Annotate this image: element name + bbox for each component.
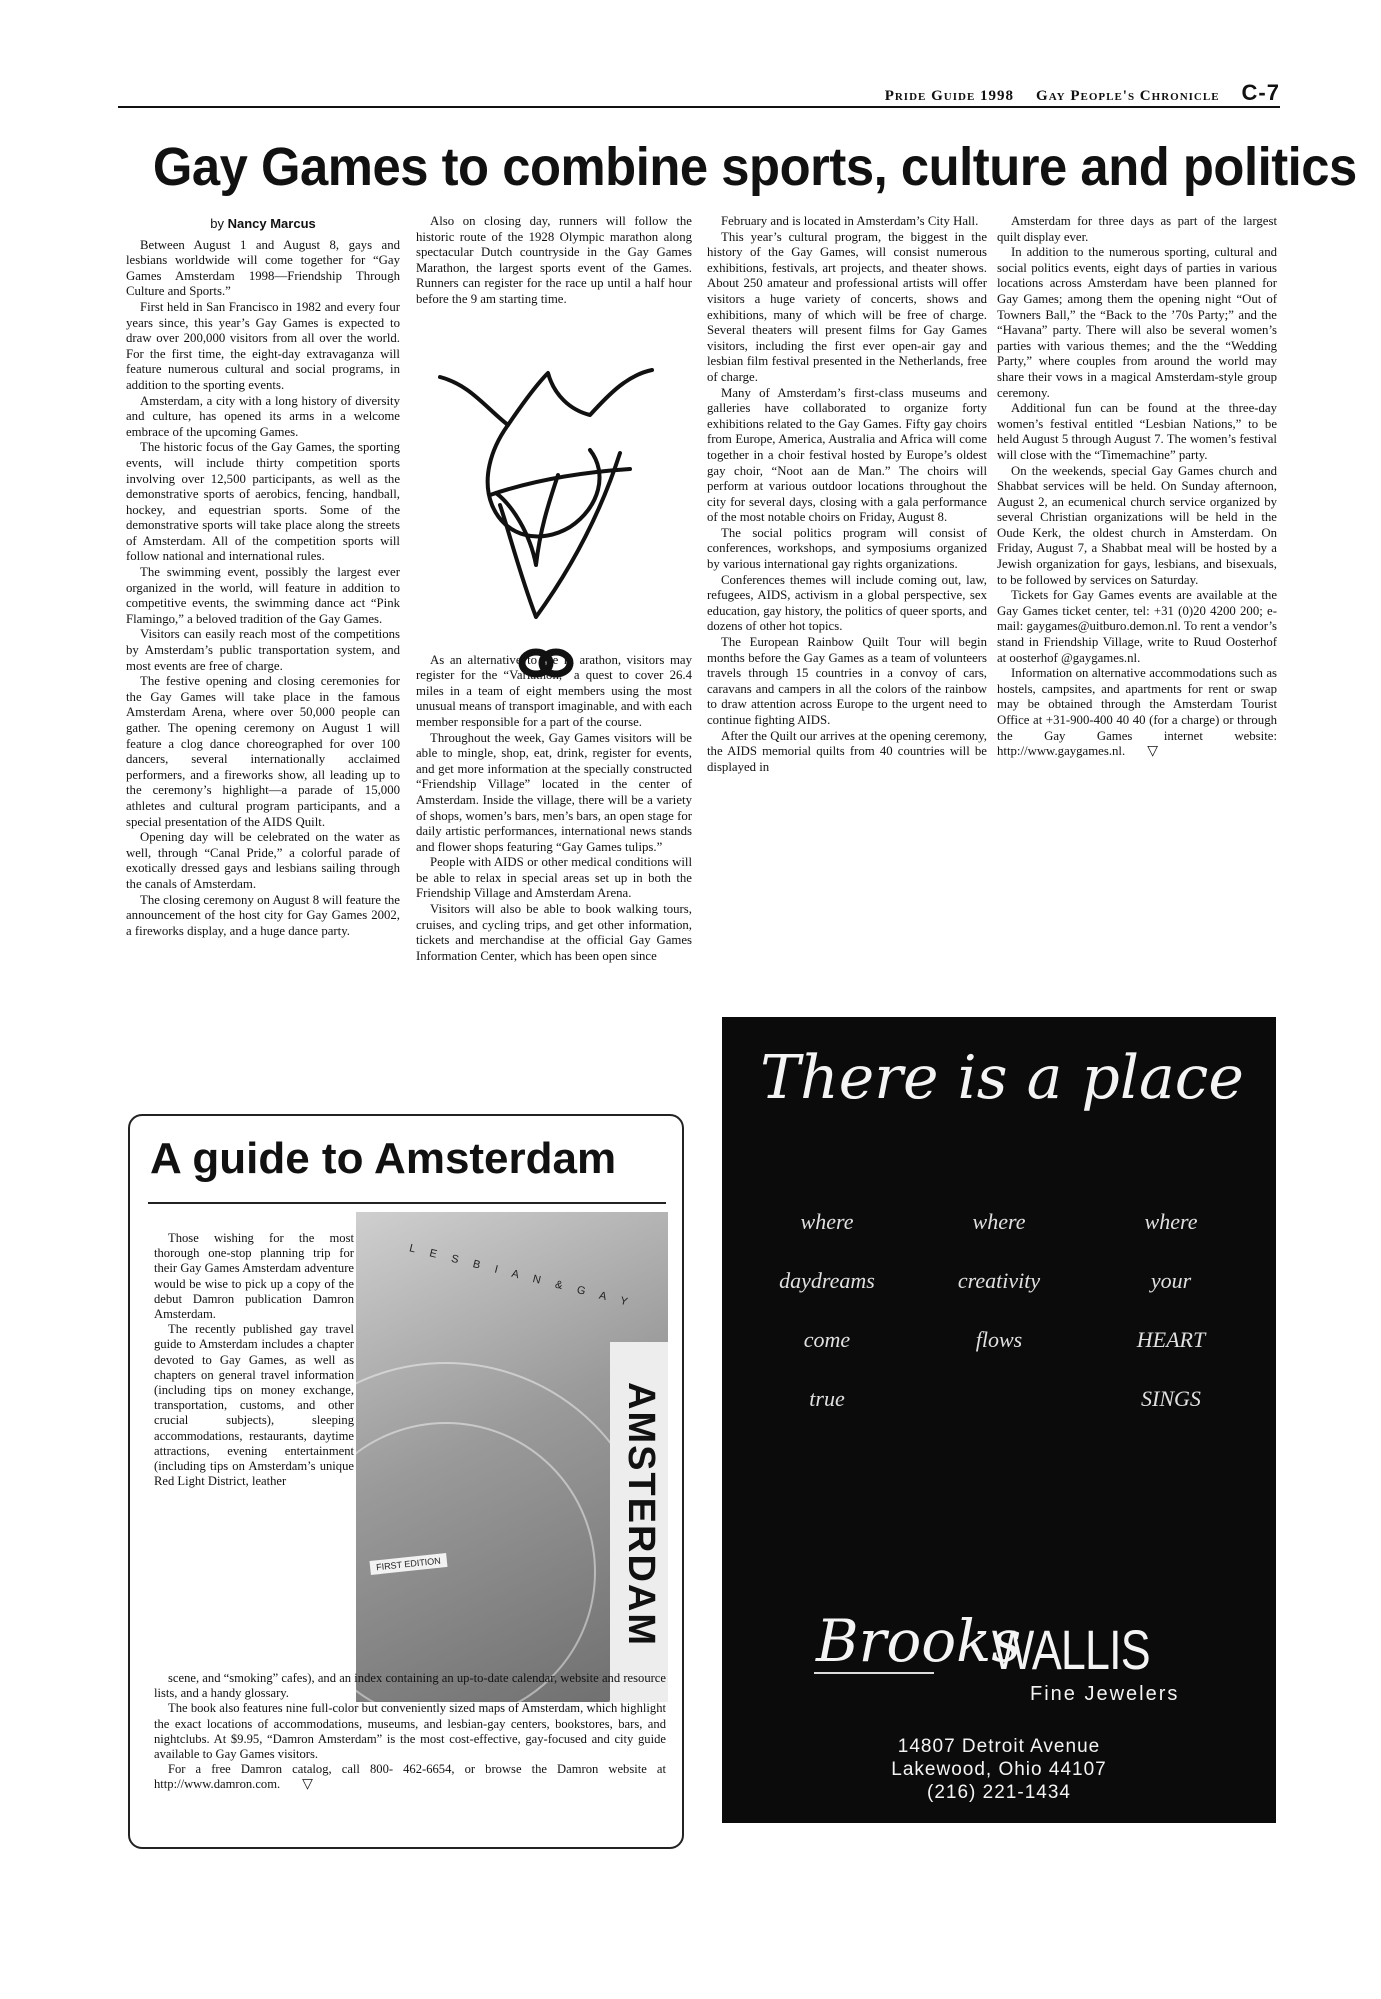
article-column-4 bbox=[997, 214, 1277, 760]
ad-phrase-word: where bbox=[800, 1209, 854, 1234]
paragraph: Many of Amsterdam’s first-class museums and galleries have collaborated to organize forty exhibitions related to the Gay Games. Fifty gay choirs from Europe, America, Australia and Africa will come together in a choir festival hosted by Europe’s oldest gay choir, “Noot aan de Man.” The choirs will perform at various outdoor locations throughout the city for several days, closing with a gala performance of the most notable choirs on Friday, August 8. bbox=[707, 385, 987, 525]
ad-phrase-word: where bbox=[972, 1209, 1026, 1234]
paragraph: In addition to the numerous sporting, cultural and social politics events, eight days of parties in various locations across Amsterdam have been planned for Gay Games; among them the opening night “Out of Towners Ball,” the “Back to the ’70s Party;” and the “Havana” party. There will also be several women’s parties with various themes; and the the “Wedding Party,” where couples from around the world may share their vows in a magical Amsterdam-style group ceremony. bbox=[997, 245, 1277, 400]
paragraph: Amsterdam for three days as part of the largest quilt display ever. bbox=[997, 214, 1277, 244]
paragraph: Those wishing for the most thorough one-stop planning trip for their Gay Games Amsterdam adventure would be wise to pick up a copy of the debut Damron publication Damron Amsterdam. bbox=[154, 1231, 354, 1322]
guide-sidebar-box bbox=[128, 1114, 684, 1849]
paragraph: After the Quilt our arrives at the opening ceremony, the AIDS memorial quilts from 40 countries will be displayed in bbox=[707, 728, 987, 774]
ad-phrase-column bbox=[914, 1192, 1084, 1428]
paragraph: The swimming event, possibly the largest ever organized in the world, will feature in addition to competitive events, the swimming dance act “Pink Flamingo,” a beloved tradition of the Gay Games. bbox=[126, 565, 400, 626]
jeweler-advertisement bbox=[722, 1017, 1276, 1823]
ad-phrase-word: true bbox=[809, 1386, 845, 1411]
paragraph: Also on closing day, runners will follow the historic route of the 1928 Olympic marathon along spectacular Dutch countryside in the Gay Games Marathon, the largest sports event of the Games. Runners can register for the race up until a half hour before the 9 am starting time. bbox=[416, 214, 692, 306]
ad-phrase-column bbox=[1086, 1192, 1256, 1428]
header-info bbox=[885, 80, 1280, 106]
paragraph: People with AIDS or other medical conditions will be able to relax in special areas set up in both the Friendship Village and Amsterdam Arena. bbox=[416, 855, 692, 901]
byline-author: Nancy Marcus bbox=[227, 216, 316, 231]
paragraph: The book also features nine full-color but conveniently sized maps of Amsterdam, which highlight the exact locations of accommodations, museums, and lesbian-gay centers, bookstores, bars, and nightclubs. At $9.95, “Damron Amsterdam” is the most cost-effective, gay-focused and city guide available to Gay Games visitors. bbox=[154, 1701, 666, 1762]
paragraph: Visitors will also be able to book walking tours, cruises, and cycling trips, and get other information, tickets and merchandise at the official Gay Games Information Center, which has been open since bbox=[416, 902, 692, 963]
paragraph: As an alternative to the m arathon, visitors may register for the “Variathon,” a quest to cover 26.4 miles in a team of eight members using the most unusual means of transport imaginable, and with each member responsible for a part of the course. bbox=[416, 652, 692, 729]
paragraph: Amsterdam, a city with a long history of diversity and culture, has opened its arms in a welcome embrace of the upcoming Games. bbox=[126, 393, 400, 439]
header-page-number: C-7 bbox=[1241, 80, 1280, 105]
paragraph: Conferences themes will include coming out, law, refugees, AIDS, activism in a global perspective, sex education, gay history, the politics of queer sports, and dozens of other hot topics. bbox=[707, 572, 987, 634]
ad-logo-word: WALLIS bbox=[992, 1618, 1150, 1681]
ad-phrase-word: your bbox=[1150, 1268, 1192, 1293]
paragraph: The festive opening and closing ceremonies for the Gay Games will take place in the famous Amsterdam Arena, where over 50,000 people can gather. The opening ceremony on August 1 will feature a clog dance choreographed for over 100 dancers, several internationally acclaimed performers, and a fireworks show, all leading up to the ceremony’s highlight—a parade of 15,000 athletes and cultural program participants, and a special presentation of the AIDS Quilt. bbox=[126, 674, 400, 829]
page-header bbox=[118, 78, 1280, 108]
ad-phrase-word: SINGS bbox=[1141, 1386, 1201, 1411]
ad-phrase-word: daydreams bbox=[779, 1268, 875, 1293]
ad-phrase-columns bbox=[742, 1192, 1256, 1428]
byline bbox=[126, 216, 400, 232]
ad-address-phone: (216) 221-1434 bbox=[927, 1782, 1071, 1803]
guide-title-rule bbox=[148, 1202, 666, 1204]
paragraph: First held in San Francisco in 1982 and every four years since, this year’s Gay Games is expected to draw over 200,000 visitors from all over the world. For the first time, the eight-day extravaganza will feature numerous cultural and social programs, in addition to the sporting events. bbox=[126, 299, 400, 392]
paragraph: For a free Damron catalog, call 800- 462-6654, or browse the Damron website at http://www.damron.com. ▽ bbox=[154, 1762, 666, 1793]
ad-logo-script: Brooks bbox=[816, 1607, 1022, 1675]
ad-tagline: Fine Jewelers bbox=[1030, 1683, 1180, 1705]
paragraph: Throughout the week, Gay Games visitors will be able to mingle, shop, eat, drink, register for events, and get more information at the specially constructed “Friendship Village” located in the center of Amsterdam. Inside the village, there will be a variety of shops, women’s bars, men’s bars, an open stage for daily artistic performances, international news stands and flower shops featuring “Gay Games tulips.” bbox=[416, 730, 692, 854]
paragraph: scene, and “smoking” cafes), and an index containing an up-to-date calendar, website and resource lists, and a handy glossary. bbox=[154, 1671, 666, 1701]
article-column-3 bbox=[707, 214, 987, 775]
ad-phrase-word: where bbox=[1144, 1209, 1198, 1234]
ad-phrase-column bbox=[742, 1192, 912, 1428]
article-headline: Gay Games to combine sports, culture and politics bbox=[152, 137, 1357, 197]
ad-phrase-word: come bbox=[803, 1327, 851, 1352]
paragraph: The historic focus of the Gay Games, the sporting events, will include thirty competition sports involving over 12,500 participants, as well as the demonstrative sports of aerobics, fencing, handball, hockey, and equestrian sports. Some of the demonstrative sports will take place along the streets of Amsterdam. All of the competition sports will follow national and international rules. bbox=[126, 440, 400, 564]
paragraph: Between August 1 and August 8, gays and lesbians worldwide will come together for “Gay Games Amsterdam 1998—Friendship Through Culture and Sports.” bbox=[126, 237, 400, 299]
byline-prefix: by bbox=[210, 216, 224, 231]
ad-logo-underline bbox=[814, 1672, 934, 1674]
ad-address bbox=[722, 1735, 1276, 1804]
ad-phrase-word: creativity bbox=[957, 1268, 1041, 1293]
paragraph: Visitors can easily reach most of the competitions by Amsterdam’s public transportation system, and most events are free of charge. bbox=[126, 627, 400, 673]
paragraph: Opening day will be celebrated on the water as well, through “Canal Pride,” a colorful parade of exotically dressed gays and lesbians sailing through the canals of Amsterdam. bbox=[126, 830, 400, 891]
paragraph: The recently published gay travel guide to Amsterdam includes a chapter devoted to Gay Games, as well as chapters on general travel information (including tips on money exchange, transportation, customs, and other crucial subjects), sleeping accommodations, restaurants, daytime attractions, evening entertainment (including tips on Amsterdam’s unique Red Light District, leather bbox=[154, 1322, 354, 1489]
ad-phrase-word: HEART bbox=[1136, 1327, 1206, 1352]
book-spine-title: AMSTERDAM bbox=[620, 1382, 662, 1647]
paragraph: The social politics program will consist of conferences, workshops, and symposiums organized by various international gay rights organizations. bbox=[707, 525, 987, 572]
header-guide: Pride Guide 1998 bbox=[884, 88, 1015, 104]
paragraph: February and is located in Amsterdam’s City Hall. bbox=[721, 214, 979, 228]
ad-address-city: Lakewood, Ohio 44107 bbox=[891, 1759, 1107, 1780]
guide-text-wide bbox=[154, 1671, 666, 1793]
book-edition-tag: FIRST EDITION bbox=[369, 1553, 447, 1575]
guide-title: A guide to Amsterdam bbox=[150, 1134, 617, 1183]
ad-headline: There is a place bbox=[760, 1043, 1244, 1113]
article-column-1 bbox=[126, 214, 400, 939]
guide-text-narrow bbox=[154, 1231, 354, 1489]
paragraph: On the weekends, special Gay Games church and Shabbat services will be held. On Sunday afternoon, August 2, an ecumenical church service organized by several Christian organizations will be held in the Oude Kerk, the oldest church in Amsterdam. On Friday, August 7, a Shabbat meal will be hosted by a Jewish organization for gays, lesbians, and bisexuals, to be followed by services on Saturday. bbox=[997, 463, 1277, 587]
book-cover-image bbox=[356, 1212, 668, 1702]
header-paper: Gay People's Chronicle bbox=[1036, 88, 1220, 104]
book-series-text: L E S B I A N & G A Y bbox=[407, 1242, 635, 1310]
paragraph: The European Rainbow Quilt Tour will begin months before the Gay Games as a team of volunteers travels through 15 countries in a convoy of cars, caravans and campers in all the colors of the rainbow to draw attention across Europe to the urgent need to continue fighting AIDS. bbox=[707, 635, 987, 727]
ad-phrase-word: flows bbox=[975, 1327, 1023, 1352]
ad-address-street: 14807 Detroit Avenue bbox=[897, 1736, 1101, 1757]
paragraph: Information on alternative accommodations such as hostels, campsites, and apartments for rent or swap may be obtained through the Amsterdam Tourist Office at +31-900-400 40 40 (for a charge) or through the Gay Games internet website: http://www.gaygames.nl. ▽ bbox=[997, 666, 1277, 760]
triangle-end-mark-icon: ▽ bbox=[302, 1776, 313, 1793]
paragraph: The closing ceremony on August 8 will feature the announcement of the host city for Gay Games 2002, a fireworks display, and a huge dance party. bbox=[126, 892, 400, 938]
triangle-end-mark-icon: ▽ bbox=[1147, 743, 1158, 760]
paragraph: This year’s cultural program, the biggest in the history of the Gay Games, will consist numerous exhibitions, festivals, art projects, and theater shows. About 250 amateur and professional artists will offer visitors a huge variety of concerts, shows and exhibitions, many of which will be free of charge. Several theaters will present films for Gay Games visitors, including the first ever open-air gay and lesbian film festival presented in the Netherlands, free of charge. bbox=[707, 229, 987, 384]
paragraph: Tickets for Gay Games events are available at the Gay Games ticket center, tel: +31 (0)20 4200 200; e-mail: gaygames@uitburo.demon.nl. To rent a vendor’s stand in Friendship Village, write to Ruud Oosterhof at oosterhof @gaygames.nl. bbox=[997, 588, 1277, 665]
paragraph: Additional fun can be found at the three-day women’s festival entitled “Lesbian Nations,” to be held August 5 through August 7. The women’s festival will close with the “Timemachine” party. bbox=[997, 401, 1277, 462]
gay-games-logo-icon bbox=[430, 355, 670, 685]
